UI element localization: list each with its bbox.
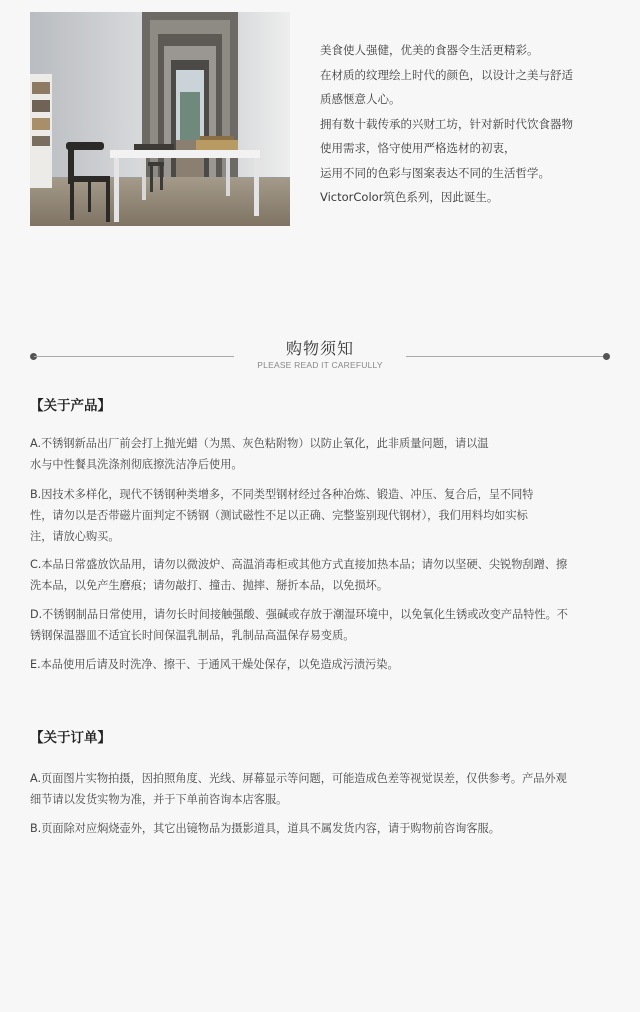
text-line: 洗本品，以免产生磨痕；请勿敲打、撞击、抛摔、掰折本品，以免损坏。	[30, 579, 389, 592]
intro-text	[320, 38, 620, 210]
text-line: A.页面图片实物拍摄，因拍照角度、光线、屏幕显示等问题，可能造成色差等视觉误差，仅供参考。产品外观	[30, 772, 567, 785]
text-line: 注，请放心购买。	[30, 530, 120, 543]
text-line: E.本品使用后请及时洗净、擦干、于通风干燥处保存，以免造成污渍污染。	[30, 658, 399, 671]
order-item-a	[30, 768, 620, 810]
intro-line: 使用需求，恪守使用严格选材的初衷，	[320, 141, 516, 155]
text-line: B.因技术多样化，现代不锈钢种类增多，不同类型钢材经过各种冶炼、锻造、冲压、复合后，呈不同特	[30, 488, 534, 501]
order-item-b	[30, 818, 620, 839]
text-line: 性，请勿以是否带磁片面判定不锈钢（测试磁性不足以正确、完整鉴别现代钢材），我们用料均如实标	[30, 509, 528, 522]
product-heading: 【关于产品】	[30, 398, 111, 414]
hero-photo	[30, 12, 290, 226]
intro-line: 美食使人强健，优美的食器令生活更精彩。	[320, 43, 539, 57]
product-item-b	[30, 484, 620, 547]
product-item-c	[30, 554, 620, 596]
text-line: B.页面除对应焖烧壶外，其它出镜物品为摄影道具，道具不属发货内容，请于购物前咨询客服。	[30, 822, 500, 835]
section-subtitle: PLEASE READ IT CAREFULLY	[257, 360, 383, 370]
text-line: A.不锈钢新品出厂前会打上抛光蜡（为黑、灰色粘附物）以防止氧化，此非质量问题，请以温	[30, 437, 489, 450]
intro-line: 拥有数十载传承的兴财工坊，针对新时代饮食器物	[320, 116, 573, 131]
section-title: 购物须知	[285, 339, 354, 358]
text-line: D.不锈钢制品日常使用，请勿长时间接触强酸、强碱或存放于潮湿环境中，以免氧化生锈或改变产品特性。不	[30, 608, 568, 621]
intro-line: 运用不同的色彩与图案表达不同的生活哲学。	[320, 165, 550, 180]
intro-line: VictorColor筑色系列，因此诞生。	[320, 190, 499, 204]
text-line: 水与中性餐具洗涤剂彻底擦洗洁净后使用。	[30, 458, 243, 471]
text-line: 细节请以发货实物为准，并于下单前咨询本店客服。	[30, 793, 288, 806]
text-line: C.本品日常盛放饮品用，请勿以微波炉、高温消毒柜或其他方式直接加热本品；请勿以坚硬、尖锐物刮蹭、擦	[30, 558, 568, 571]
interior-room-illustration	[30, 12, 290, 226]
text-line: 锈钢保温器皿不适宜长时间保温乳制品，乳制品高温保存易变质。	[30, 629, 355, 642]
intro-line: 质感惬意人心。	[320, 92, 401, 106]
order-heading: 【关于订单】	[30, 730, 111, 746]
product-item-d	[30, 604, 620, 646]
shopping-notice-header	[30, 336, 610, 376]
intro-line: 在材质的纹理绘上时代的颜色，以设计之美与舒适	[320, 67, 573, 82]
product-item-a	[30, 433, 620, 475]
product-item-e	[30, 654, 620, 675]
